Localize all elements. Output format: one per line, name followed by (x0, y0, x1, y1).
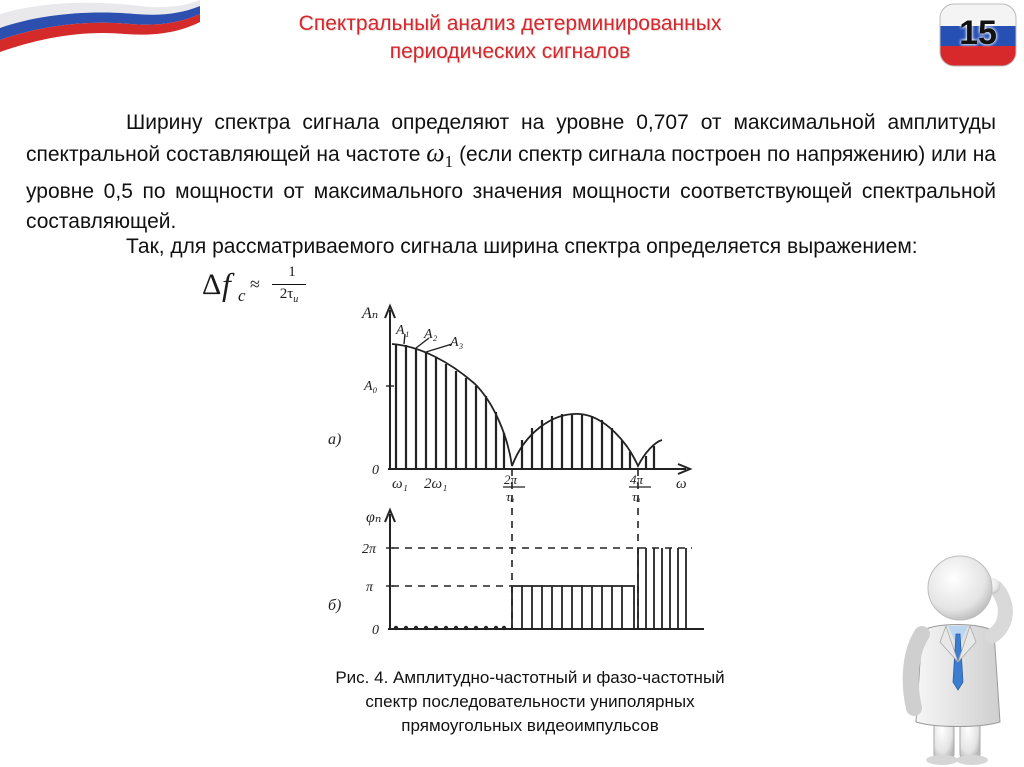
p1-text-part2: (если спектр сигнала построен по напряжению) или на уровне 0,5 по мощности от максимального значения мощности соответствующей спектральной составляющей. (26, 143, 996, 234)
A3-label: A₃ (450, 335, 464, 350)
zero-b-label: 0 (372, 623, 379, 638)
formula-f: f (222, 266, 231, 302)
tau-u-label-2: τᵤ (632, 489, 641, 504)
tau-u-label-1: τᵤ (506, 489, 515, 504)
slide-title (180, 10, 840, 66)
axis-phi-label: φₙ (366, 509, 382, 526)
zero-a-label: 0 (372, 463, 379, 478)
A1-label: A₁ (396, 323, 410, 338)
paragraph-spectrum-width (26, 108, 996, 237)
a-label: а) (328, 431, 342, 448)
b-phase-pi-bars (512, 586, 634, 629)
p2-text: Так, для рассматриваемого сигнала ширина спектра определяется выражением: (126, 235, 918, 258)
four-pi-label: 4π (630, 472, 644, 487)
two-pi-label: 2π (504, 472, 518, 487)
level-2pi-label: 2π (362, 542, 377, 557)
omega-1-symbol: $\omega_1$ (426, 138, 454, 172)
title-line-1: Спектральный анализ детерминированных (298, 12, 722, 35)
formula-subscript-c: c (238, 286, 246, 305)
slide-number: 15 (959, 14, 997, 52)
b-label: б) (328, 597, 342, 614)
paragraph-expression (26, 232, 996, 262)
formula-approx: ≈ (250, 274, 260, 294)
formula-numerator: 1 (288, 264, 296, 280)
two-omega1-label: 2ω₁ (424, 476, 448, 492)
p1-text-part1: Ширину спектра сигнала определяют на уровне 0,707 от максимальной амплитуды спектральной составляющей на частоте (26, 111, 996, 166)
flag-ribbon-decoration (0, 0, 200, 60)
caption-line-3: прямоугольных видеоимпульсов (401, 716, 659, 735)
omega1-label: ω₁ (392, 476, 408, 492)
caption-line-1: Рис. 4. Амплитудно-частотный и фазо-частотный (335, 668, 725, 687)
caption-line-2: спектр последовательности униполярных (365, 692, 695, 711)
thinking-person-illustration (900, 552, 1024, 767)
level-pi-label: π (366, 580, 374, 595)
formula-delta: Δ (202, 268, 222, 301)
formula-denominator: $2\tau_и$ (279, 286, 299, 305)
omega-axis-label: ω (676, 476, 687, 492)
b-phase-2pi-bars (638, 548, 686, 629)
axis-An-label: Aₙ (362, 305, 379, 322)
spectrum-diagram (300, 288, 720, 658)
figure-caption (250, 666, 810, 738)
formula-fraction-line (272, 284, 306, 285)
A2-label: A₂ (424, 327, 438, 342)
title-line-2: периодических сигналов (389, 40, 631, 63)
A0-label: A₀ (364, 379, 378, 394)
